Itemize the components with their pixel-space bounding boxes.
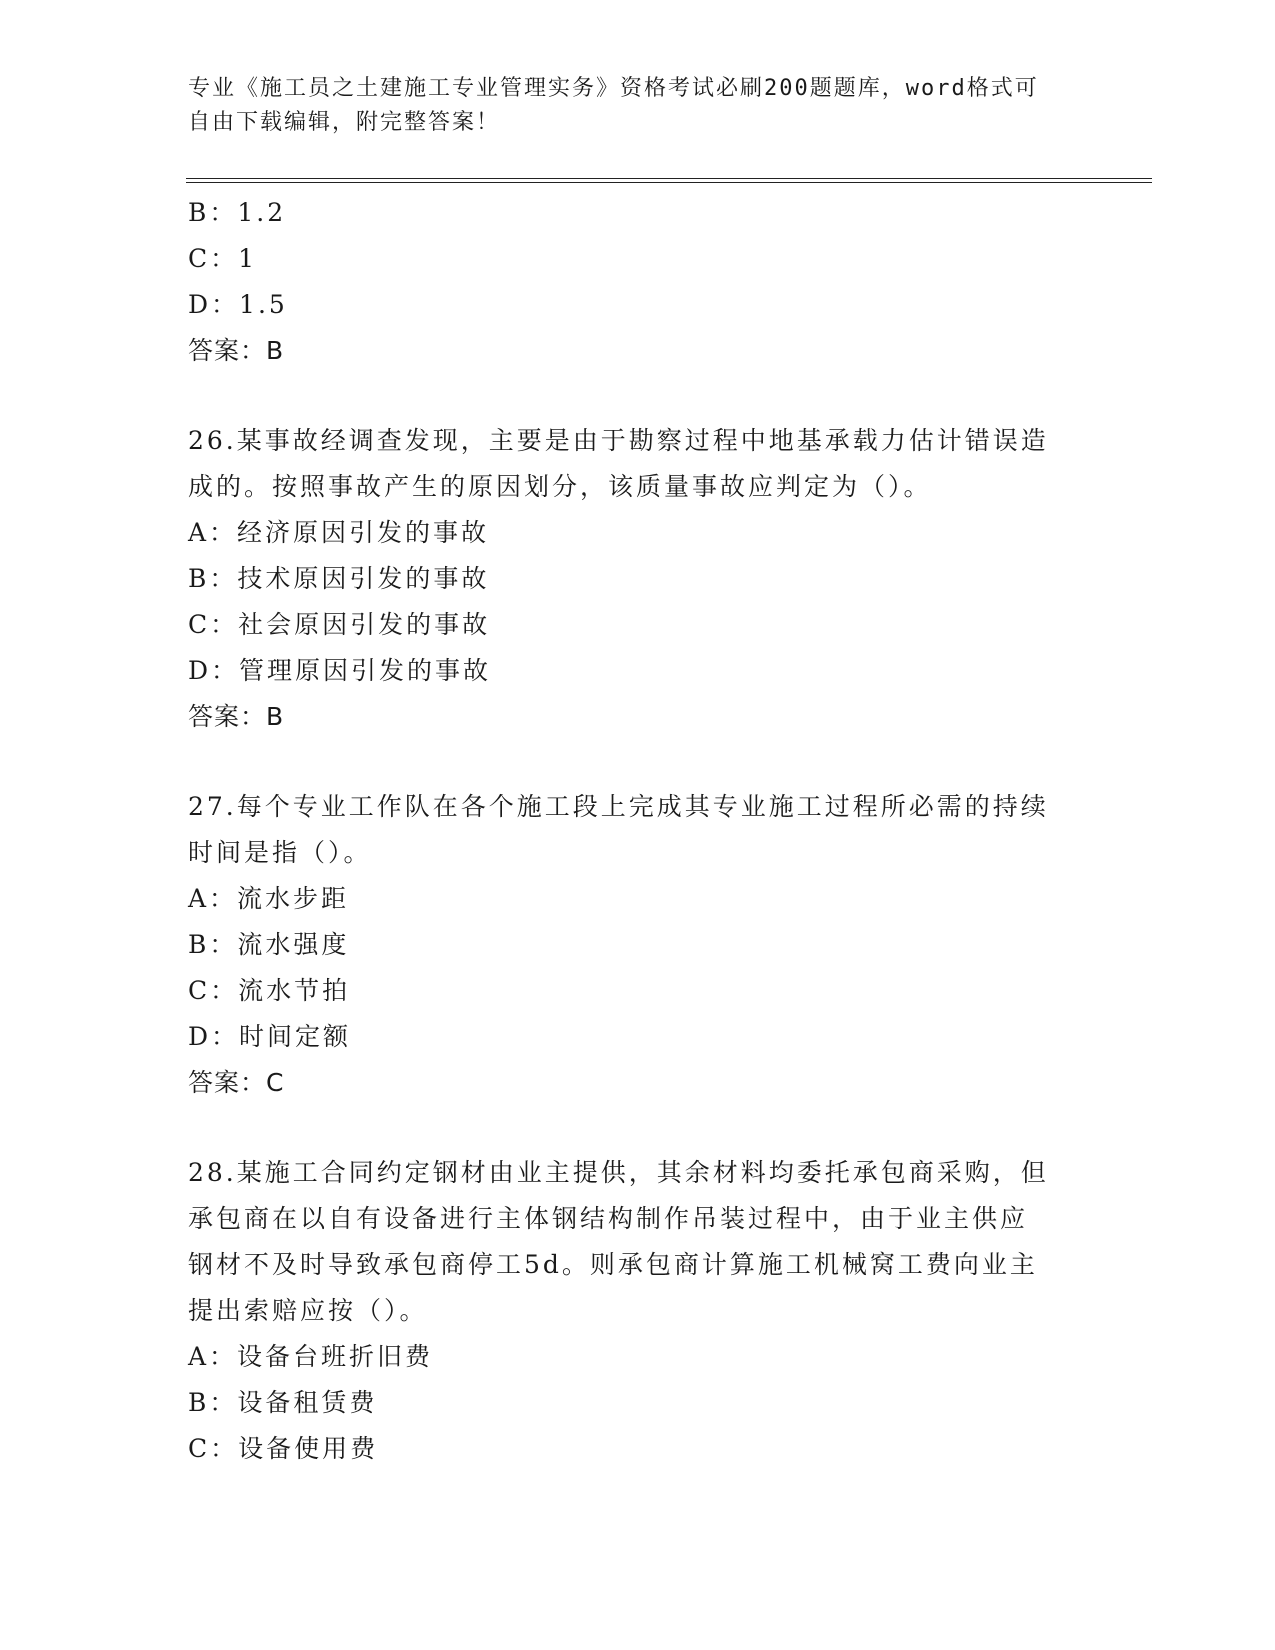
option-c: C：社会原因引发的事故 <box>188 610 491 639</box>
option-b: B：设备租赁费 <box>188 1388 378 1417</box>
question-text-line: 27.每个专业工作队在各个施工段上完成其专业施工过程所必需的持续 <box>188 792 1049 821</box>
answer: 答案：C <box>188 1068 285 1097</box>
answer: 答案：B <box>188 336 285 365</box>
header-line-1: 专业《施工员之土建施工专业管理实务》资格考试必刷200题题库，word格式可 <box>188 76 1039 101</box>
question-28 <box>188 1150 1088 1472</box>
question-text-line: 成的。按照事故产生的原因划分，该质量事故应判定为（）。 <box>188 472 932 501</box>
question-26 <box>188 418 1088 740</box>
answer: 答案：B <box>188 702 285 731</box>
question-text-line: 钢材不及时导致承包商停工5d。则承包商计算施工机械窝工费向业主 <box>188 1250 1038 1279</box>
option-c: C：设备使用费 <box>188 1434 379 1463</box>
question-text-line: 26.某事故经调查发现，主要是由于勘察过程中地基承载力估计错误造 <box>188 426 1049 455</box>
question-27 <box>188 784 1088 1106</box>
option-c: C：1 <box>188 244 258 273</box>
question-text-line: 28.某施工合同约定钢材由业主提供，其余材料均委托承包商采购，但 <box>188 1158 1049 1187</box>
question-text-line: 承包商在以自有设备进行主体钢结构制作吊装过程中，由于业主供应 <box>188 1204 1029 1233</box>
header-divider-top <box>186 178 1152 179</box>
prev-question <box>188 190 1088 374</box>
option-a: A：设备台班折旧费 <box>188 1342 434 1371</box>
option-d: D：1.5 <box>188 290 288 319</box>
option-b: B：流水强度 <box>188 930 350 959</box>
question-text-line: 时间是指（）。 <box>188 838 372 867</box>
question-content <box>188 190 1088 1472</box>
option-b: B：1.2 <box>188 198 287 227</box>
option-d: D：管理原因引发的事故 <box>188 656 492 685</box>
option-d: D：时间定额 <box>188 1022 352 1051</box>
header-divider-bottom <box>186 182 1152 183</box>
option-a: A：流水步距 <box>188 884 350 913</box>
option-a: A：经济原因引发的事故 <box>188 518 490 547</box>
option-b: B：技术原因引发的事故 <box>188 564 490 593</box>
header-line-2: 自由下载编辑，附完整答案！ <box>188 110 501 135</box>
option-c: C：流水节拍 <box>188 976 351 1005</box>
question-text-line: 提出索赔应按（）。 <box>188 1296 428 1325</box>
document-header <box>188 72 1068 140</box>
